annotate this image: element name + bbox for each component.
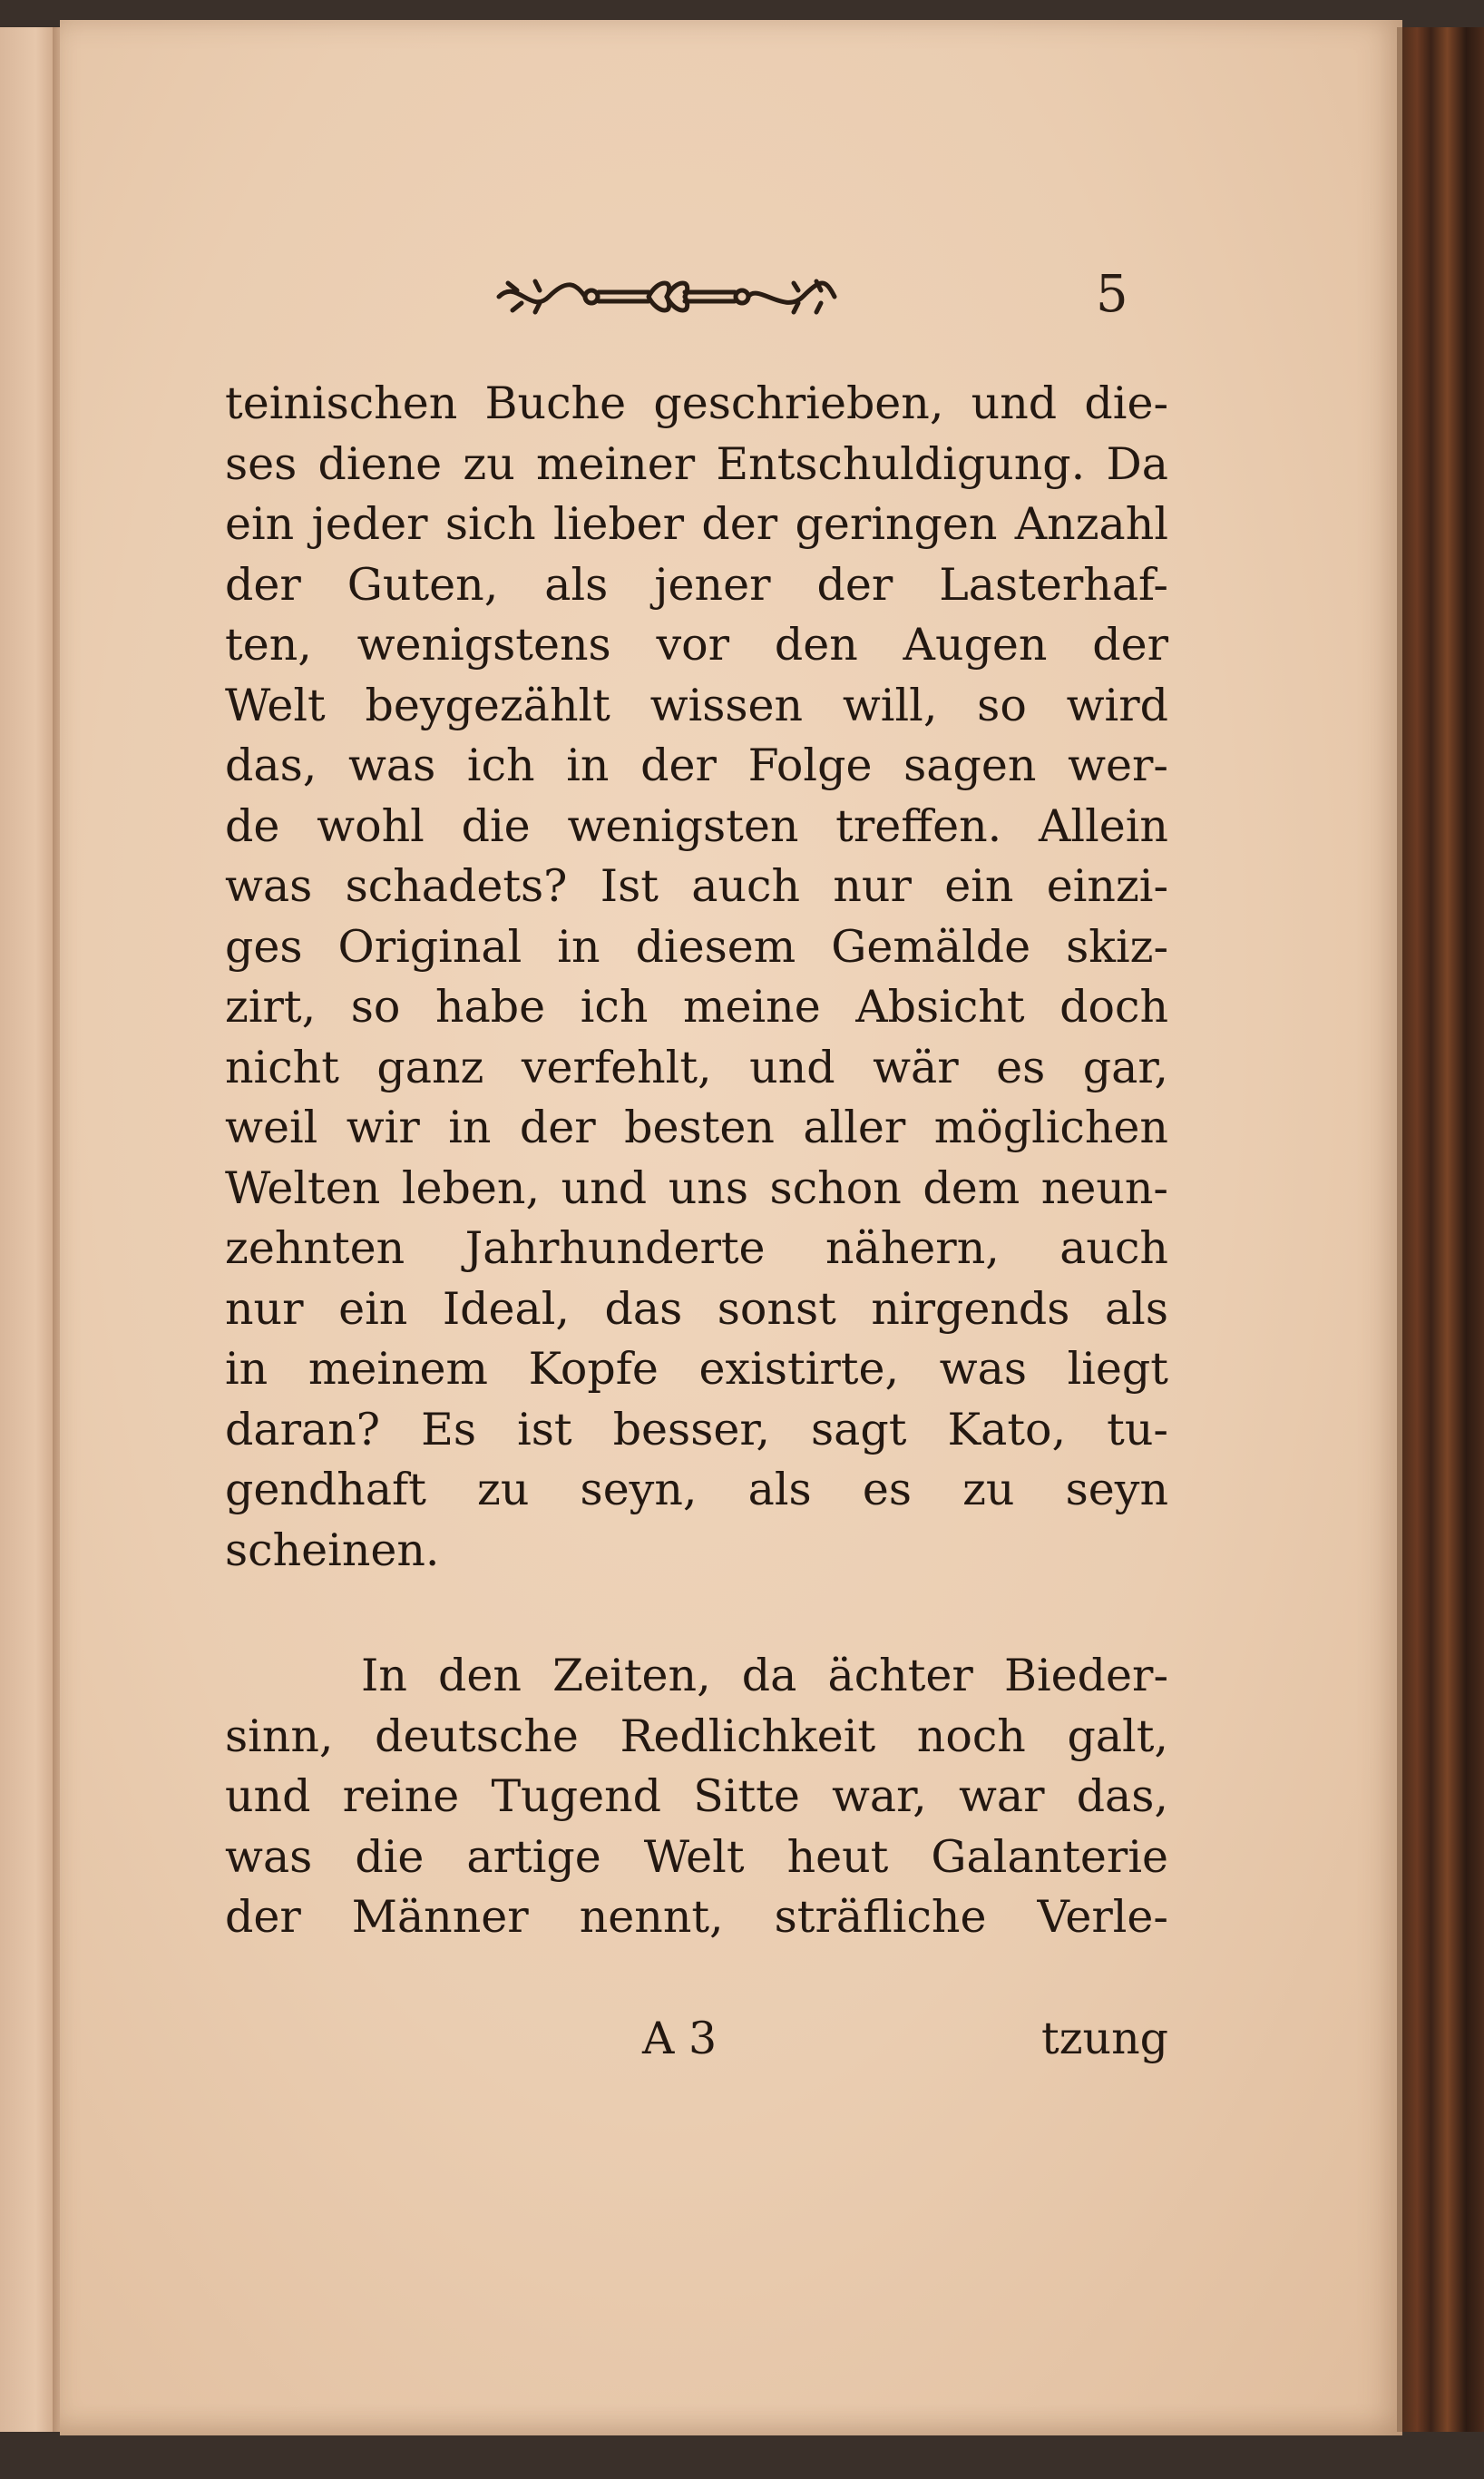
previous-page-edge [0, 27, 60, 2432]
text-line: scheinen. [225, 1524, 440, 1576]
text-line: ten, wenigstens vor den Augen der [225, 619, 1168, 671]
text-line: ses diene zu meiner Entschuldigung. Da [225, 437, 1168, 490]
text-line: sinn, deutsche Redlichkeit noch galt, [225, 1710, 1168, 1762]
text-line: nicht ganz verfehlt, und wär es gar, [225, 1041, 1168, 1093]
text-line: teinischen Buche geschrieben, und die- [225, 377, 1168, 429]
page-number: 5 [1096, 265, 1128, 324]
text-line: de wohl die wenigsten treffen. Allein [225, 799, 1168, 852]
text-line: Welt beygezählt wissen will, so wird [225, 679, 1168, 731]
text-line: das, was ich in der Folge sagen wer- [225, 740, 1168, 791]
text-line: was die artige Welt heut Galanterie [225, 1830, 1168, 1883]
text-line: ges Original in diesem Gemälde skiz- [225, 920, 1168, 973]
text-line: gendhaft zu seyn, als es zu seyn [225, 1464, 1168, 1515]
text-line: zirt, so habe ich meine Absicht doch [225, 981, 1168, 1033]
text-line: in meinem Kopfe existirte, was liegt [225, 1343, 1168, 1395]
signature-mark: A 3 [642, 2013, 718, 2064]
text-line: ein jeder sich lieber der geringen Anzahl [225, 498, 1168, 550]
text-line: Welten leben, und uns schon dem neun- [225, 1161, 1168, 1214]
text-line: was schadets? Ist auch nur ein einzi- [225, 860, 1168, 912]
text-line: daran? Es ist besser, sagt Kato, tu- [225, 1403, 1168, 1455]
text-line: zehnten Jahrhunderte nähern, auch [225, 1222, 1168, 1274]
paragraph [225, 374, 1168, 1581]
catchword: tzung [1041, 2013, 1168, 2064]
book-binding [1402, 27, 1484, 2432]
text-line: der Männer nennt, sträfliche Verle- [225, 1891, 1168, 1943]
page-body [225, 374, 1168, 1948]
headpiece-ornament-icon [490, 265, 844, 328]
paragraph [225, 1646, 1168, 1948]
text-line: nur ein Ideal, das sonst nirgends als [225, 1282, 1168, 1335]
text-line: weil wir in der besten aller möglichen [225, 1102, 1168, 1153]
page-footer [225, 2013, 1168, 2076]
text-line: In den Zeiten, da ächter Bieder- [361, 1650, 1168, 1701]
text-line: der Guten, als jener der Lasterhaf- [225, 558, 1168, 611]
text-line: und reine Tugend Sitte war, war das, [225, 1770, 1168, 1822]
paragraph-gap [225, 1581, 1168, 1646]
